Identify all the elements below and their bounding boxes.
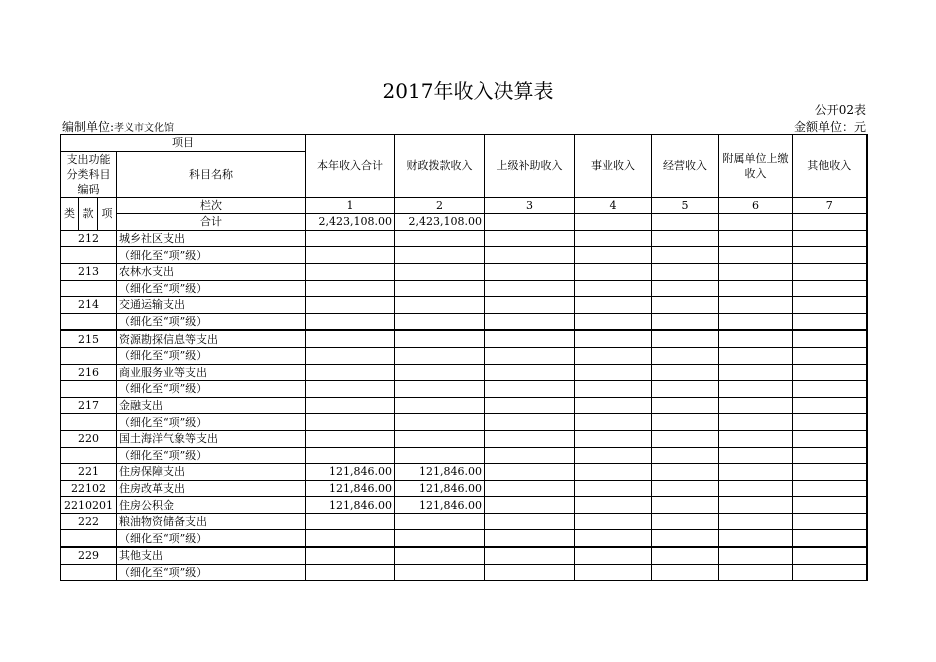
table-row — [61, 381, 867, 398]
row-superior — [485, 381, 575, 398]
row-fiscal: 121,846.00 — [395, 480, 485, 497]
row-subject-name: 商业服务业等支出 — [117, 364, 306, 381]
total-row — [61, 214, 867, 231]
table-row — [61, 513, 867, 530]
table-row — [61, 397, 867, 414]
table-row — [61, 297, 867, 314]
header-xiang: 项 — [98, 197, 117, 230]
row-superior — [485, 364, 575, 381]
total-other — [793, 214, 867, 231]
row-business — [575, 347, 652, 364]
row-other — [793, 297, 867, 314]
row-total-income — [306, 530, 395, 547]
row-fiscal — [395, 364, 485, 381]
row-business — [575, 430, 652, 447]
header-lanci: 栏次 — [117, 197, 306, 214]
row-operation — [652, 414, 719, 431]
row-fiscal — [395, 381, 485, 398]
row-subject-name: 其他支出 — [117, 547, 306, 564]
row-other — [793, 414, 867, 431]
row-business — [575, 247, 652, 264]
row-fiscal — [395, 513, 485, 530]
row-superior — [485, 230, 575, 247]
row-business — [575, 330, 652, 347]
row-subject-name: （细化至“项”级） — [117, 347, 306, 364]
row-other — [793, 530, 867, 547]
row-operation — [652, 313, 719, 330]
row-affiliated — [719, 414, 793, 431]
header-kuan: 款 — [79, 197, 98, 230]
table-row — [61, 364, 867, 381]
header-total-income: 本年收入合计 — [306, 135, 395, 198]
row-other — [793, 347, 867, 364]
total-superior — [485, 214, 575, 231]
header-affiliated: 附属单位上缴收入 — [719, 135, 793, 198]
row-code — [61, 530, 117, 547]
row-fiscal — [395, 447, 485, 464]
row-other — [793, 397, 867, 414]
row-operation — [652, 280, 719, 297]
row-code — [61, 381, 117, 398]
row-fiscal — [395, 530, 485, 547]
row-superior — [485, 414, 575, 431]
row-affiliated — [719, 330, 793, 347]
row-total-income — [306, 547, 395, 564]
row-fiscal — [395, 230, 485, 247]
row-business — [575, 397, 652, 414]
row-fiscal — [395, 280, 485, 297]
row-affiliated — [719, 347, 793, 364]
row-operation — [652, 430, 719, 447]
row-affiliated — [719, 430, 793, 447]
header-operation: 经营收入 — [652, 135, 719, 198]
table-row — [61, 530, 867, 547]
header-lei: 类 — [61, 197, 79, 230]
row-fiscal — [395, 547, 485, 564]
row-operation — [652, 330, 719, 347]
row-operation — [652, 297, 719, 314]
row-total-income — [306, 397, 395, 414]
col-num-5: 5 — [652, 197, 719, 214]
total-business — [575, 214, 652, 231]
total-operation — [652, 214, 719, 231]
row-fiscal — [395, 247, 485, 264]
row-affiliated — [719, 497, 793, 514]
row-superior — [485, 497, 575, 514]
header-row-1 — [61, 135, 867, 152]
row-business — [575, 313, 652, 330]
row-subject-name: （细化至“项”级） — [117, 381, 306, 398]
row-affiliated — [719, 564, 793, 581]
row-total-income — [306, 513, 395, 530]
row-business — [575, 414, 652, 431]
col-num-6: 6 — [719, 197, 793, 214]
row-operation — [652, 513, 719, 530]
row-superior — [485, 280, 575, 297]
row-other — [793, 230, 867, 247]
row-code — [61, 564, 117, 581]
row-total-income: 121,846.00 — [306, 497, 395, 514]
table-row — [61, 414, 867, 431]
row-affiliated — [719, 447, 793, 464]
row-total-income — [306, 230, 395, 247]
row-other — [793, 280, 867, 297]
table-row — [61, 447, 867, 464]
row-affiliated — [719, 247, 793, 264]
col-num-3: 3 — [485, 197, 575, 214]
col-num-4: 4 — [575, 197, 652, 214]
row-superior — [485, 330, 575, 347]
row-operation — [652, 247, 719, 264]
table-row — [61, 464, 867, 481]
row-operation — [652, 263, 719, 280]
total-affiliated — [719, 214, 793, 231]
row-business — [575, 564, 652, 581]
row-business — [575, 547, 652, 564]
row-total-income — [306, 330, 395, 347]
row-other — [793, 330, 867, 347]
row-superior — [485, 397, 575, 414]
row-fiscal — [395, 414, 485, 431]
row-other — [793, 313, 867, 330]
row-code: 220 — [61, 430, 117, 447]
row-other — [793, 480, 867, 497]
row-affiliated — [719, 397, 793, 414]
row-subject-name: 住房保障支出 — [117, 464, 306, 481]
row-code: 2210201 — [61, 497, 117, 514]
income-table — [60, 134, 868, 581]
row-total-income — [306, 263, 395, 280]
total-fiscal: 2,423,108.00 — [395, 214, 485, 231]
row-total-income — [306, 347, 395, 364]
row-superior — [485, 464, 575, 481]
row-affiliated — [719, 480, 793, 497]
row-business — [575, 464, 652, 481]
row-total-income: 121,846.00 — [306, 464, 395, 481]
total-label: 合计 — [117, 214, 306, 231]
row-fiscal — [395, 297, 485, 314]
row-affiliated — [719, 530, 793, 547]
row-subject-name: 住房公积金 — [117, 497, 306, 514]
row-total-income — [306, 447, 395, 464]
row-superior — [485, 564, 575, 581]
row-operation — [652, 480, 719, 497]
row-total-income — [306, 297, 395, 314]
row-fiscal — [395, 330, 485, 347]
row-business — [575, 480, 652, 497]
row-superior — [485, 547, 575, 564]
row-affiliated — [719, 313, 793, 330]
row-superior — [485, 513, 575, 530]
header-fiscal: 财政拨款收入 — [395, 135, 485, 198]
col-num-1: 1 — [306, 197, 395, 214]
header-superior: 上级补助收入 — [485, 135, 575, 198]
row-total-income — [306, 430, 395, 447]
row-business — [575, 381, 652, 398]
row-fiscal — [395, 430, 485, 447]
page-title: 2017年收入决算表 — [382, 79, 554, 103]
row-code — [61, 414, 117, 431]
compiling-unit-name: 孝义市文化馆 — [114, 123, 175, 134]
row-superior — [485, 263, 575, 280]
row-superior — [485, 530, 575, 547]
row-other — [793, 381, 867, 398]
row-superior — [485, 313, 575, 330]
row-subject-name: （细化至“项”级） — [117, 530, 306, 547]
row-fiscal — [395, 347, 485, 364]
row-fiscal — [395, 263, 485, 280]
row-operation — [652, 564, 719, 581]
header-business: 事业收入 — [575, 135, 652, 198]
header-project: 项目 — [61, 135, 306, 152]
amount-unit: 金额单位：元 — [793, 120, 866, 134]
table-row — [61, 430, 867, 447]
row-operation — [652, 381, 719, 398]
row-subject-name: 交通运输支出 — [117, 297, 306, 314]
table-row — [61, 330, 867, 347]
row-operation — [652, 497, 719, 514]
row-other — [793, 364, 867, 381]
row-affiliated — [719, 280, 793, 297]
table-row — [61, 497, 867, 514]
row-code — [61, 447, 117, 464]
row-total-income — [306, 564, 395, 581]
col-num-2: 2 — [395, 197, 485, 214]
row-total-income — [306, 247, 395, 264]
row-affiliated — [719, 263, 793, 280]
row-subject-name: 金融支出 — [117, 397, 306, 414]
row-code: 213 — [61, 263, 117, 280]
table-row — [61, 247, 867, 264]
row-code — [61, 280, 117, 297]
row-affiliated — [719, 547, 793, 564]
row-other — [793, 513, 867, 530]
total-income-total: 2,423,108.00 — [306, 214, 395, 231]
row-affiliated — [719, 381, 793, 398]
row-code — [61, 347, 117, 364]
row-operation — [652, 230, 719, 247]
row-business — [575, 297, 652, 314]
row-fiscal: 121,846.00 — [395, 497, 485, 514]
table-body — [61, 135, 867, 581]
table-row — [61, 230, 867, 247]
row-business — [575, 513, 652, 530]
row-operation — [652, 530, 719, 547]
row-subject-name: 农林水支出 — [117, 263, 306, 280]
row-superior — [485, 247, 575, 264]
row-code: 215 — [61, 330, 117, 347]
row-business — [575, 447, 652, 464]
table-row — [61, 564, 867, 581]
row-operation — [652, 364, 719, 381]
table-row — [61, 280, 867, 297]
row-subject-name: 粮油物资储备支出 — [117, 513, 306, 530]
form-number: 公开02表 — [814, 103, 866, 117]
row-affiliated — [719, 464, 793, 481]
table-row — [61, 263, 867, 280]
row-fiscal — [395, 397, 485, 414]
row-code: 212 — [61, 230, 117, 247]
row-total-income: 121,846.00 — [306, 480, 395, 497]
row-business — [575, 364, 652, 381]
row-other — [793, 497, 867, 514]
header-func-code: 支出功能分类科目编码 — [61, 151, 117, 197]
row-other — [793, 464, 867, 481]
header-subject-name: 科目名称 — [117, 151, 306, 197]
row-other — [793, 263, 867, 280]
row-fiscal: 121,846.00 — [395, 464, 485, 481]
row-superior — [485, 447, 575, 464]
row-subject-name: （细化至“项”级） — [117, 447, 306, 464]
row-superior — [485, 297, 575, 314]
row-business — [575, 280, 652, 297]
row-code: 229 — [61, 547, 117, 564]
row-subject-name: 国土海洋气象等支出 — [117, 430, 306, 447]
row-subject-name: （细化至“项”级） — [117, 564, 306, 581]
row-code: 216 — [61, 364, 117, 381]
row-subject-name: 城乡社区支出 — [117, 230, 306, 247]
row-business — [575, 230, 652, 247]
row-code: 22102 — [61, 480, 117, 497]
row-total-income — [306, 364, 395, 381]
row-other — [793, 447, 867, 464]
lanci-row — [61, 197, 867, 214]
col-num-7: 7 — [793, 197, 867, 214]
table-row — [61, 347, 867, 364]
row-other — [793, 564, 867, 581]
row-subject-name: （细化至“项”级） — [117, 247, 306, 264]
row-operation — [652, 447, 719, 464]
row-total-income — [306, 313, 395, 330]
row-total-income — [306, 414, 395, 431]
row-operation — [652, 547, 719, 564]
row-total-income — [306, 381, 395, 398]
row-code: 221 — [61, 464, 117, 481]
row-subject-name: （细化至“项”级） — [117, 313, 306, 330]
row-affiliated — [719, 297, 793, 314]
row-fiscal — [395, 564, 485, 581]
table-row — [61, 480, 867, 497]
table-row — [61, 313, 867, 330]
row-operation — [652, 464, 719, 481]
row-other — [793, 430, 867, 447]
row-superior — [485, 430, 575, 447]
row-total-income — [306, 280, 395, 297]
row-subject-name: 住房改革支出 — [117, 480, 306, 497]
row-business — [575, 263, 652, 280]
row-code: 222 — [61, 513, 117, 530]
table-row — [61, 547, 867, 564]
row-code — [61, 313, 117, 330]
row-other — [793, 247, 867, 264]
row-affiliated — [719, 230, 793, 247]
row-code: 217 — [61, 397, 117, 414]
compiling-unit-label: 编制单位: — [62, 120, 115, 134]
row-affiliated — [719, 513, 793, 530]
row-operation — [652, 347, 719, 364]
row-subject-name: （细化至“项”级） — [117, 280, 306, 297]
row-affiliated — [719, 364, 793, 381]
row-operation — [652, 397, 719, 414]
header-other: 其他收入 — [793, 135, 867, 198]
row-code — [61, 247, 117, 264]
row-fiscal — [395, 313, 485, 330]
row-subject-name: 资源勘探信息等支出 — [117, 330, 306, 347]
row-business — [575, 497, 652, 514]
row-business — [575, 530, 652, 547]
row-superior — [485, 347, 575, 364]
row-code: 214 — [61, 297, 117, 314]
row-superior — [485, 480, 575, 497]
row-other — [793, 547, 867, 564]
row-subject-name: （细化至“项”级） — [117, 414, 306, 431]
